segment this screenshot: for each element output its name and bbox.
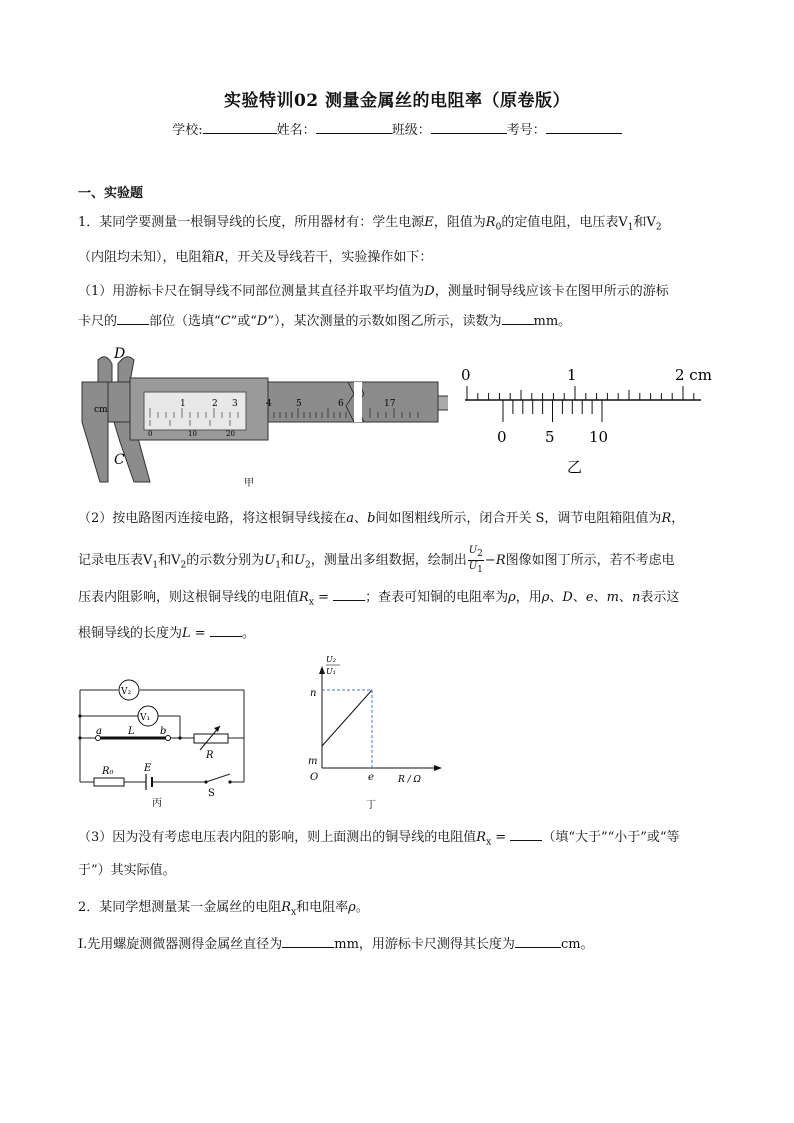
graph-m-label: m bbox=[308, 756, 318, 767]
graph-data-line bbox=[322, 690, 372, 746]
label-R: R bbox=[206, 750, 214, 761]
q1-line-2: （内阻均未知），电阻箱R，开关及导线若干，实验操作如下： bbox=[78, 250, 433, 265]
label-b: b bbox=[160, 726, 167, 737]
caliper-vernier-small-10: 10 bbox=[188, 430, 197, 438]
junction-left-2 bbox=[78, 736, 81, 739]
q1-line-1: 1．某同学要测量一根铜导线的长度，所用器材有：学生电源E，阻值为$R_0$的定值电阻，电压表$V_1$和$V_2$ bbox=[78, 215, 662, 233]
ruler-main-label-1: 1 bbox=[567, 366, 577, 384]
q1-part2-line-3: 压表内阻影响，则这根铜导线的电阻值$R_x$ = ；查表可知铜的电阻率为ρ，用ρ、D、e、m、n表示这 bbox=[78, 590, 680, 608]
caliper-main-label-4: 4 bbox=[266, 399, 272, 409]
ruler-main-label-0: 0 bbox=[461, 366, 471, 384]
q1-part1-line-1: （1）用游标卡尺在铜导线不同部位测量其直径并取平均值为D，测量时铜导线应该卡在图甲所示的游标 bbox=[78, 284, 669, 299]
name-label: 姓名： bbox=[276, 123, 316, 138]
caliper-vernier-label-2: 2 bbox=[212, 399, 218, 409]
label-E: E bbox=[144, 763, 152, 774]
graph-figure-label: 丁 bbox=[366, 800, 376, 811]
graph-y-label-num: U₂ bbox=[326, 655, 336, 664]
ruler-figure-label: 乙 bbox=[567, 458, 583, 476]
number-blank[interactable] bbox=[546, 121, 622, 134]
q1-part3-line-2: 于”）其实际值。 bbox=[78, 863, 176, 878]
q1-part2-line-2: 记录电压表$V_1$和$V_2$的示数分别为$U_1$和$U_2$，测量出多组数据，绘制出 $\frac{U_2}{U_1}$ −R图像如图丁所示，若不考虑电 bbox=[78, 545, 675, 575]
junction-mid bbox=[178, 736, 181, 739]
caliper-main-label-17: 17 bbox=[384, 399, 396, 409]
switch-pivot bbox=[204, 780, 207, 783]
graph-e-label: e bbox=[368, 772, 374, 783]
label-R0: R₀ bbox=[102, 766, 114, 777]
caliper-rod bbox=[438, 396, 448, 410]
caliper-figure-label: 甲 bbox=[244, 478, 254, 489]
graph-figure bbox=[300, 648, 450, 816]
ruler-vernier-label-10: 10 bbox=[589, 428, 609, 446]
ruler-main-label-2: 2 cm bbox=[675, 366, 712, 384]
graph-n-label: n bbox=[310, 688, 317, 699]
caliper-cm-label: cm bbox=[94, 405, 108, 415]
graph-y-arrow bbox=[319, 666, 325, 674]
class-blank[interactable] bbox=[431, 121, 507, 134]
school-blank[interactable] bbox=[203, 121, 277, 134]
resistance-box-arrowhead bbox=[214, 726, 220, 732]
resistance-box-R bbox=[194, 734, 228, 743]
part2-resistance-blank[interactable] bbox=[333, 588, 365, 601]
circuit-figure-label: 丙 bbox=[152, 798, 162, 809]
page-title: 实验特训02 测量金属丝的电阻率（原卷版） bbox=[223, 91, 571, 111]
q2-line-2: Ⅰ.先用螺旋测微器测得金属丝直径为 mm，用游标卡尺测得其长度为 cm。 bbox=[78, 937, 594, 952]
svg-text:V₂: V₂ bbox=[121, 687, 132, 697]
q1-part2-line-1: （2）按电路图丙连接电路，将这根铜导线接在a、b间如图粗线所示，闭合开关 S，调节电阻箱阻值为R， bbox=[78, 511, 685, 526]
student-info-line bbox=[0, 119, 794, 138]
caliper-vernier-label-3: 3 bbox=[232, 399, 238, 409]
vernier-reading-figure bbox=[455, 362, 725, 482]
name-blank[interactable] bbox=[316, 121, 392, 134]
fixed-resistor-R0 bbox=[94, 778, 124, 786]
caliper-vernier-label-1: 1 bbox=[180, 399, 186, 409]
caliper-C-label: C bbox=[114, 452, 125, 468]
q1-part1-line-2: 卡尺的 部位（选填“C”或“D”），某次测量的示数如图乙所示，读数为 mm。 bbox=[78, 314, 572, 329]
q1-part2-line-4: 根铜导线的长度为L = 。 bbox=[78, 626, 255, 641]
caliper-vernier-small-0: 0 bbox=[148, 430, 153, 438]
ruler-vernier-label-0: 0 bbox=[497, 428, 507, 446]
number-label: 考号： bbox=[506, 123, 546, 138]
ruler-vernier-label-5: 5 bbox=[545, 428, 555, 446]
label-L: L bbox=[128, 726, 135, 737]
graph-origin-label: O bbox=[310, 772, 319, 783]
switch-contact bbox=[228, 780, 231, 783]
svg-text:V₁: V₁ bbox=[140, 713, 151, 723]
label-a: a bbox=[96, 726, 102, 737]
q1-part3-line-1: （3）因为没有考虑电压表内阻的影响，则上面测出的铜导线的电阻值$R_x$ = （填“大于”“小于”或“等 bbox=[78, 830, 680, 848]
part3-compare-blank[interactable] bbox=[510, 828, 542, 841]
q2-line-1: 2．某同学想测量某一金属丝的电阻$R_x$和电阻率ρ。 bbox=[78, 900, 369, 918]
caliper-figure bbox=[78, 342, 448, 492]
caliper-D-label: D bbox=[114, 346, 126, 362]
caliper-vernier-window bbox=[144, 392, 246, 430]
q2-diameter-blank[interactable] bbox=[282, 935, 334, 948]
part2-length-blank[interactable] bbox=[210, 624, 242, 637]
caliper-upper-jaw-fixed bbox=[98, 357, 112, 382]
class-label: 班级： bbox=[391, 123, 431, 138]
caliper-vernier-small-20: 20 bbox=[226, 430, 235, 438]
ruler-vernier-ticks bbox=[503, 400, 602, 422]
caliper-break-gap bbox=[354, 382, 362, 422]
part1-position-blank[interactable] bbox=[117, 312, 149, 325]
graph-x-arrow bbox=[434, 765, 442, 771]
q2-length-blank[interactable] bbox=[515, 935, 561, 948]
caliper-fixed-jaw bbox=[82, 382, 108, 482]
graph-y-label-den: U₁ bbox=[326, 667, 336, 676]
ruler-main-ticks bbox=[467, 386, 694, 400]
part1-reading-blank[interactable] bbox=[502, 312, 534, 325]
graph-x-label: R / Ω bbox=[398, 775, 421, 785]
caliper-main-label-5: 5 bbox=[296, 399, 302, 409]
junction-left bbox=[78, 714, 81, 717]
section-heading: 一、实验题 bbox=[78, 186, 144, 201]
label-S: S bbox=[208, 788, 215, 799]
u2-over-u1-fraction: $\frac{U_2}{U_1}$ bbox=[468, 545, 483, 575]
school-label: 学校: bbox=[172, 123, 203, 138]
circuit-figure bbox=[70, 672, 260, 812]
caliper-main-label-6: 6 bbox=[338, 399, 344, 409]
